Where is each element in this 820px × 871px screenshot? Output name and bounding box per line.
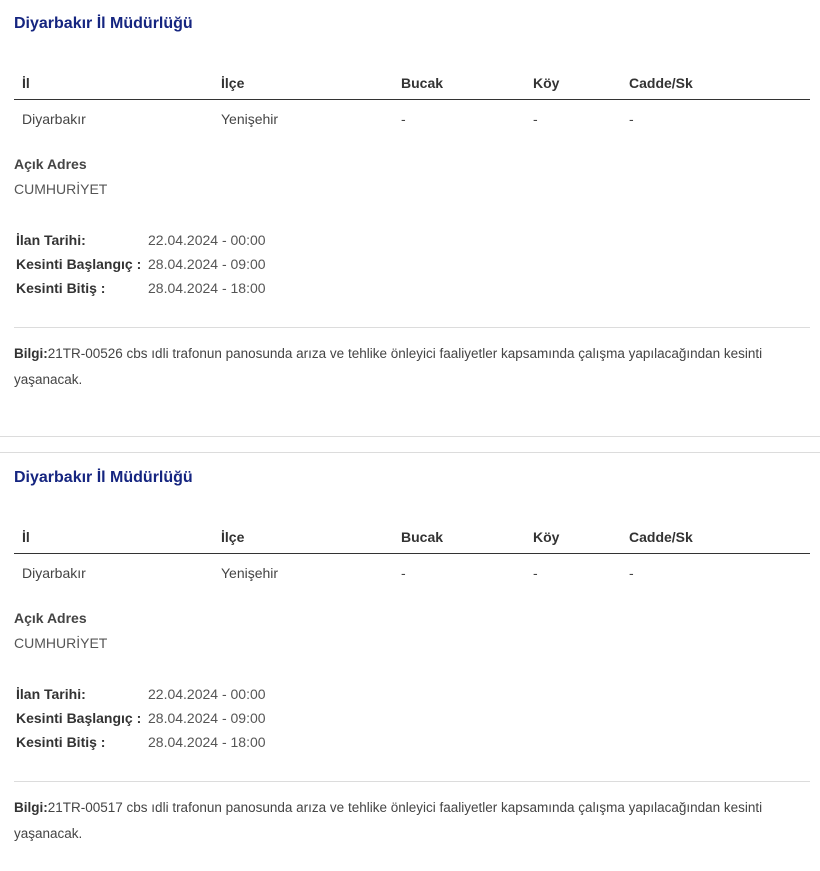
header-il: İl bbox=[22, 74, 30, 91]
outage-card bbox=[0, 452, 820, 867]
info-text: 21TR-00526 cbs ıdli trafonun panosunda arıza ve tehlike önleyici faaliyetler kapsamında çalışma yapılacağından kesinti yaşanacak. bbox=[14, 346, 763, 387]
cell-cadde-sk: - bbox=[629, 565, 634, 581]
announcement-date-value: 22.04.2024 - 00:00 bbox=[148, 686, 266, 702]
outage-start-label: Kesinti Başlangıç : bbox=[16, 256, 142, 272]
location-table bbox=[14, 520, 810, 592]
address-section bbox=[14, 606, 810, 655]
info-text: 21TR-00517 cbs ıdli trafonun panosunda arıza ve tehlike önleyici faaliyetler kapsamında çalışma yapılacağından kesinti yaşanacak. bbox=[14, 800, 763, 841]
divider bbox=[14, 781, 810, 782]
address-label: Açık Adres bbox=[14, 610, 87, 626]
header-bucak: Bucak bbox=[401, 528, 444, 545]
cell-koy: - bbox=[533, 565, 538, 581]
location-table bbox=[14, 66, 810, 138]
card-title: Diyarbakır İl Müdürlüğü bbox=[14, 15, 193, 32]
cell-bucak: - bbox=[401, 565, 406, 581]
location-table-header bbox=[14, 66, 810, 100]
info-label: Bilgi: bbox=[14, 800, 48, 815]
date-row bbox=[16, 276, 810, 300]
header-il: İl bbox=[22, 528, 30, 545]
header-bucak: Bucak bbox=[401, 74, 444, 91]
outage-end-value: 28.04.2024 - 18:00 bbox=[148, 280, 266, 296]
location-table-header bbox=[14, 520, 810, 554]
header-ilce: İlçe bbox=[221, 528, 245, 545]
info-section bbox=[14, 341, 810, 393]
header-koy: Köy bbox=[533, 74, 560, 91]
header-ilce: İlçe bbox=[221, 74, 245, 91]
divider bbox=[14, 327, 810, 328]
dates-section bbox=[14, 682, 810, 754]
table-row bbox=[14, 554, 810, 592]
cell-il: Diyarbakır bbox=[22, 111, 86, 127]
date-row bbox=[16, 252, 810, 276]
address-label: Açık Adres bbox=[14, 156, 87, 172]
address-value: CUMHURİYET bbox=[14, 181, 108, 197]
outage-end-label: Kesinti Bitiş : bbox=[16, 734, 106, 750]
dates-section bbox=[14, 228, 810, 300]
outage-start-value: 28.04.2024 - 09:00 bbox=[148, 710, 266, 726]
address-section bbox=[14, 152, 810, 201]
cell-ilce: Yenişehir bbox=[221, 111, 279, 127]
outage-end-value: 28.04.2024 - 18:00 bbox=[148, 734, 266, 750]
outage-end-label: Kesinti Bitiş : bbox=[16, 280, 106, 296]
header-cadde-sk: Cadde/Sk bbox=[629, 74, 693, 91]
date-row bbox=[16, 706, 810, 730]
card-title: Diyarbakır İl Müdürlüğü bbox=[14, 469, 193, 486]
date-row bbox=[16, 228, 810, 252]
cell-koy: - bbox=[533, 111, 538, 127]
cell-il: Diyarbakır bbox=[22, 565, 86, 581]
info-label: Bilgi: bbox=[14, 346, 48, 361]
header-koy: Köy bbox=[533, 528, 560, 545]
announcement-date-value: 22.04.2024 - 00:00 bbox=[148, 232, 266, 248]
table-row bbox=[14, 100, 810, 138]
header-cadde-sk: Cadde/Sk bbox=[629, 528, 693, 545]
cell-bucak: - bbox=[401, 111, 406, 127]
info-section bbox=[14, 795, 810, 847]
date-row bbox=[16, 682, 810, 706]
cell-ilce: Yenişehir bbox=[221, 565, 279, 581]
address-value: CUMHURİYET bbox=[14, 635, 108, 651]
outage-start-value: 28.04.2024 - 09:00 bbox=[148, 256, 266, 272]
announcement-date-label: İlan Tarihi: bbox=[16, 232, 86, 248]
cell-cadde-sk: - bbox=[629, 111, 634, 127]
date-row bbox=[16, 730, 810, 754]
outage-start-label: Kesinti Başlangıç : bbox=[16, 710, 142, 726]
announcement-date-label: İlan Tarihi: bbox=[16, 686, 86, 702]
